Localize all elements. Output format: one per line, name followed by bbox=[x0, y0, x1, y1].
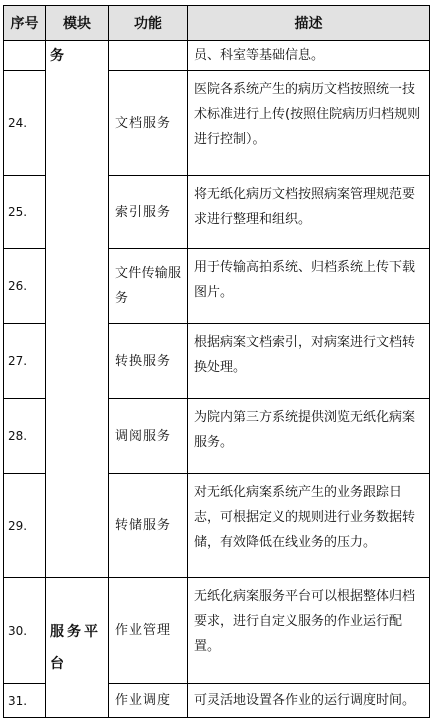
row-number: 26. bbox=[4, 249, 46, 324]
description-cell: 将无纸化病历文档按照病案管理规范要求进行整理和组织。 bbox=[188, 176, 430, 249]
row-number: 24. bbox=[4, 71, 46, 176]
function-spec-table bbox=[3, 5, 430, 718]
function-cell: 作业调度 bbox=[109, 684, 188, 718]
description-cell: 可灵活地设置各作业的运行调度时间。 bbox=[188, 684, 430, 718]
header-no: 序号 bbox=[4, 6, 46, 41]
function-cell: 转换服务 bbox=[109, 324, 188, 399]
header-description: 描述 bbox=[188, 6, 430, 41]
table-row bbox=[4, 578, 430, 684]
row-number: 27. bbox=[4, 324, 46, 399]
row-number: 31. bbox=[4, 684, 46, 718]
header-function: 功能 bbox=[109, 6, 188, 41]
function-cell: 转储服务 bbox=[109, 474, 188, 578]
function-cell: 作业管理 bbox=[109, 578, 188, 684]
description-cell: 对无纸化病案系统产生的业务跟踪日志，可根据定义的规则进行业务数据转储，有效降低在线业务的压力。 bbox=[188, 474, 430, 578]
description-cell: 无纸化病案服务平台可以根据整体归档要求，进行自定义服务的作业运行配置。 bbox=[188, 578, 430, 684]
table-row bbox=[4, 41, 430, 71]
module-cell: 务 bbox=[46, 41, 109, 578]
function-cell: 调阅服务 bbox=[109, 399, 188, 474]
description-cell: 为院内第三方系统提供浏览无纸化病案服务。 bbox=[188, 399, 430, 474]
function-cell: 文档服务 bbox=[109, 71, 188, 176]
header-module: 模块 bbox=[46, 6, 109, 41]
row-number: 30. bbox=[4, 578, 46, 684]
row-number: 29. bbox=[4, 474, 46, 578]
row-number: 25. bbox=[4, 176, 46, 249]
description-cell: 医院各系统产生的病历文档按照统一技术标准进行上传(按照住院病历归档规则进行控制）。 bbox=[188, 71, 430, 176]
description-cell: 用于传输高拍系统、归档系统上传下载图片。 bbox=[188, 249, 430, 324]
table-header-row bbox=[4, 6, 430, 41]
row-number: 28. bbox=[4, 399, 46, 474]
row-number bbox=[4, 41, 46, 71]
function-cell: 索引服务 bbox=[109, 176, 188, 249]
description-cell: 根据病案文档索引，对病案进行文档转换处理。 bbox=[188, 324, 430, 399]
function-cell bbox=[109, 41, 188, 71]
description-cell: 员、科室等基础信息。 bbox=[188, 41, 430, 71]
function-cell: 文件传输服务 bbox=[109, 249, 188, 324]
module-cell: 服务平台 bbox=[46, 578, 109, 718]
